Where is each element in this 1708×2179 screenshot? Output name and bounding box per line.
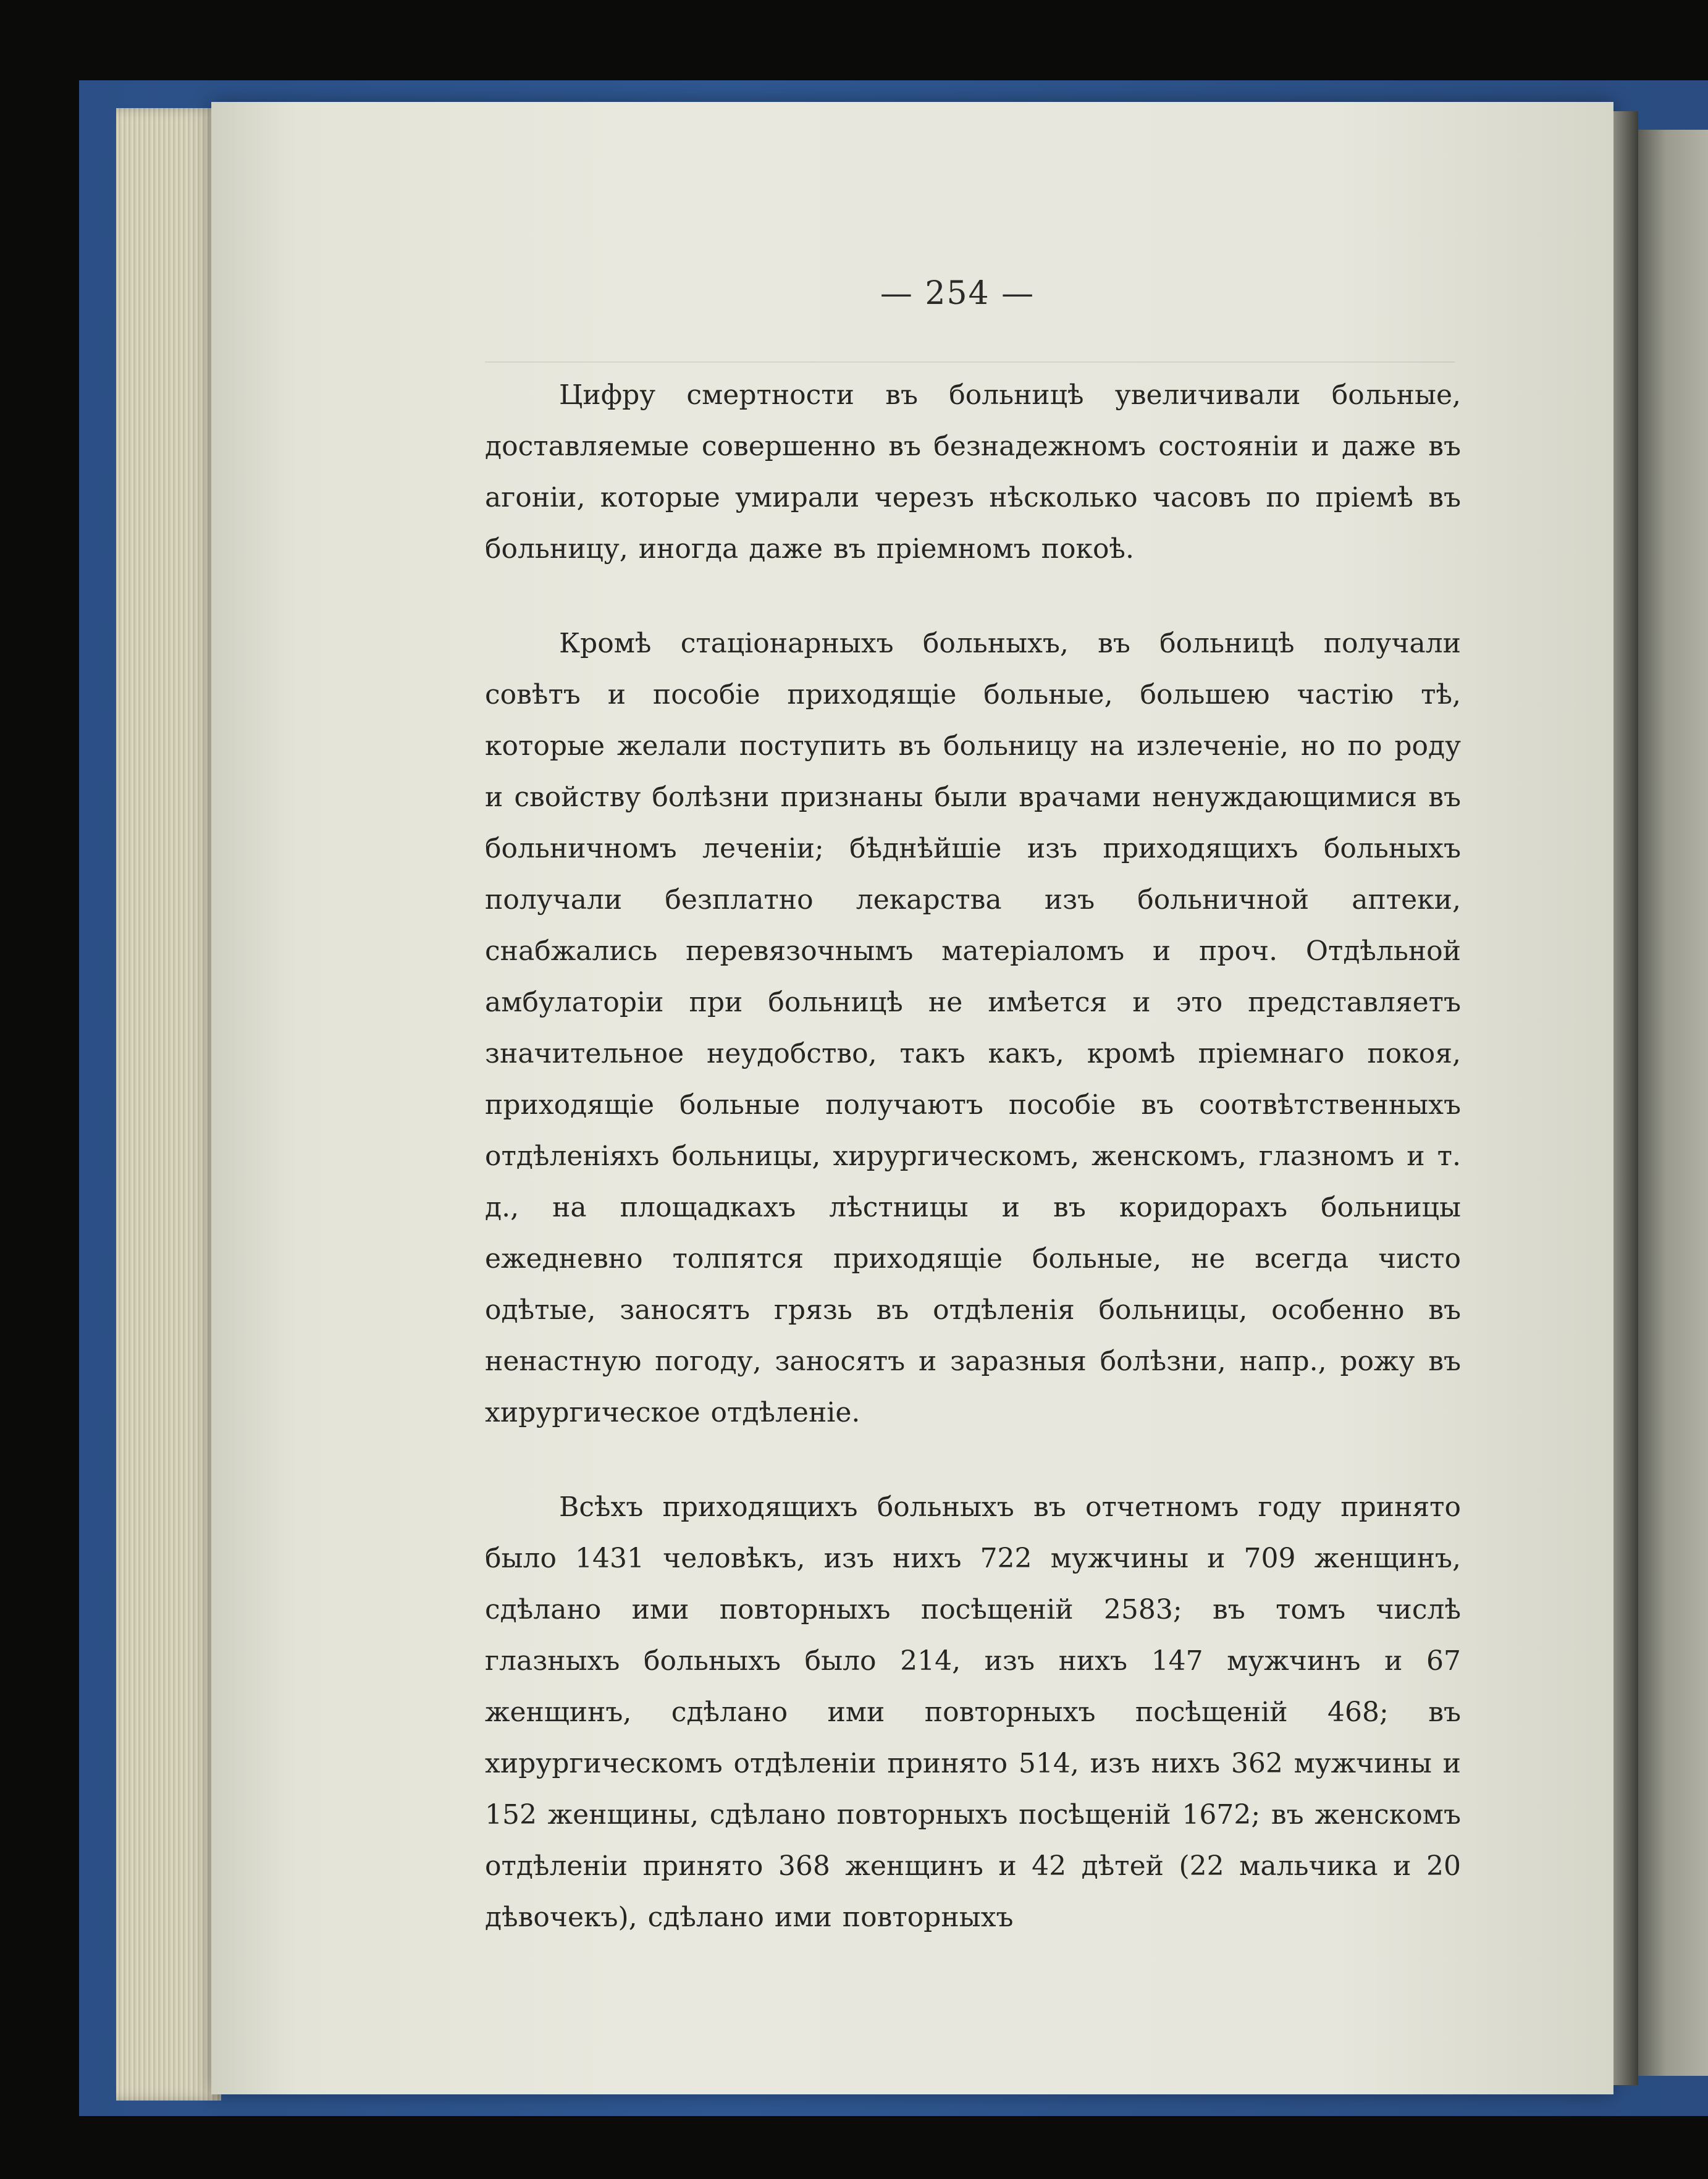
show-through-rule <box>485 361 1455 363</box>
paragraph-statistics: Всѣхъ приходящихъ больныхъ въ отчетномъ году принято было 1431 человѣкъ, изъ нихъ 722 мужчины и 709 женщинъ, сдѣлано ими повторныхъ посѣщеній 2583; въ томъ числѣ глазныхъ больныхъ было 214, изъ нихъ 147 мужчинъ и 67 женщинъ, сдѣлано ими повторныхъ посѣщеній 468; въ хирургическомъ отдѣленіи принято 514, изъ нихъ 362 мужчины и 152 женщины, сдѣлано повторныхъ посѣщеній 1672; въ женскомъ отдѣленіи принято 368 женщинъ и 42 дѣтей (22 мальчика и 20 дѣвочекъ), сдѣлано ими повторныхъ <box>485 1491 1461 1933</box>
facing-page <box>1638 130 1708 2076</box>
page-edges <box>116 108 221 2101</box>
paragraph-mortality: Цифру смертности въ больницѣ увеличивали больные, доставляемые совершенно въ безнадежномъ состояніи и даже въ агоніи, которые умирали черезъ нѣсколько часовъ по пріемѣ въ больницу, иногда даже въ пріемномъ покоѣ. <box>485 379 1461 565</box>
page-number: — 254 — <box>880 275 1035 312</box>
book-gutter <box>1613 111 1638 2085</box>
body-text <box>485 369 1461 1943</box>
paragraph-outpatients: Кромѣ стаціонарныхъ больныхъ, въ больницѣ получали совѣтъ и пособіе приходящіе больные, большею частію тѣ, которые желали поступить въ больницу на излеченіе, но по роду и свойству болѣзни признаны были врачами ненуждающимися въ больничномъ леченіи; бѣднѣйшіе изъ приходящихъ больныхъ получали безплатно лекарства изъ больничной аптеки, снабжались перевязочнымъ матеріаломъ и проч. Отдѣльной амбулаторіи при больницѣ не имѣется и это представляетъ значительное неудобство, такъ какъ, кромѣ пріемнаго покоя, приходящіе больные получаютъ пособіе въ соотвѣтственныхъ отдѣленіяхъ больницы, хирургическомъ, женскомъ, глазномъ и т. д., на площадкахъ лѣстницы и въ коридорахъ больницы ежедневно толпятся приходящіе больные, не всегда чисто одѣтые, заносятъ грязь въ отдѣленія больницы, особенно въ ненастную погоду, заносятъ и заразныя болѣзни, напр., рожу въ хирургическое отдѣленіе. <box>485 628 1461 1428</box>
